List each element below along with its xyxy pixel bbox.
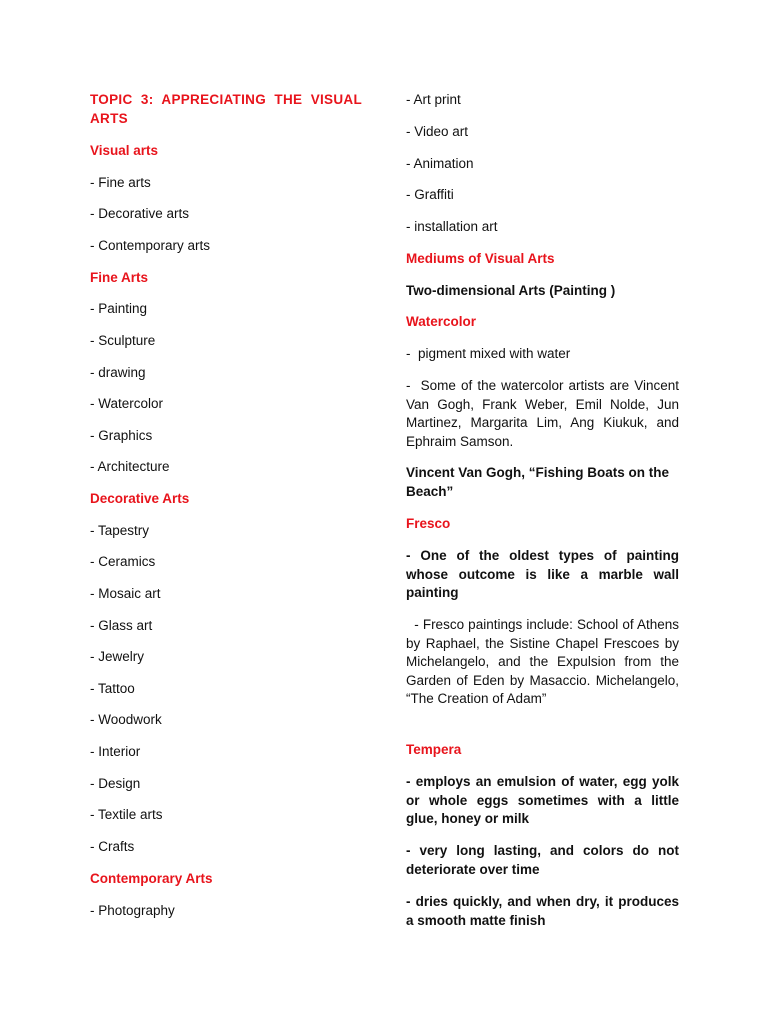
list-item: - Animation [406, 156, 474, 171]
list-item: - installation art [406, 219, 498, 234]
list-item: - Ceramics [90, 554, 156, 569]
tempera-point-1: - employs an emulsion of water, egg yolk or whole eggs sometimes with a little glue, honey or milk [406, 774, 679, 826]
list-item: - Fine arts [90, 175, 151, 190]
list-item: - Crafts [90, 839, 135, 854]
list-item: - Interior [90, 744, 141, 759]
watercolor-point-1: - pigment mixed with water [406, 346, 571, 361]
list-item: - Textile arts [90, 807, 163, 822]
fresco-point-2: - Fresco paintings include: School of Athens by Raphael, the Sistine Chapel Frescoes by Michelangelo, and the Expulsion from the Garden of Eden by Masaccio. Michelangelo, “The Creation of Adam” [406, 617, 683, 706]
tempera-point-2: - very long lasting, and colors do not deteriorate over time [406, 843, 679, 877]
watercolor-example: Vincent Van Gogh, “Fishing Boats on the Beach” [406, 465, 670, 499]
list-item: - Woodwork [90, 712, 162, 727]
fresco-point-1: - One of the oldest types of painting whose outcome is like a marble wall painting [406, 548, 679, 600]
list-item: - Design [90, 776, 141, 791]
section-heading-fine-arts: Fine Arts [90, 270, 149, 285]
list-item: - Architecture [90, 459, 170, 474]
section-heading-fresco: Fresco [406, 516, 451, 531]
list-item: - Tapestry [90, 523, 150, 538]
list-item: - drawing [90, 365, 146, 380]
list-item: - Sculpture [90, 333, 156, 348]
list-item: - Decorative arts [90, 206, 190, 221]
list-item: - Graffiti [406, 187, 454, 202]
section-heading-decorative-arts: Decorative Arts [90, 491, 190, 506]
tempera-point-3: - dries quickly, and when dry, it produces a smooth matte finish [406, 894, 679, 928]
section-heading-contemporary-arts: Contemporary Arts [90, 871, 213, 886]
section-heading-watercolor: Watercolor [406, 314, 477, 329]
list-item: - Painting [90, 301, 148, 316]
watercolor-point-2: - Some of the watercolor artists are Vincent Van Gogh, Frank Weber, Emil Nolde, Jun Martinez, Margarita Lim, Ang Kiukuk, and Ephraim Samson. [406, 378, 683, 449]
section-heading-tempera: Tempera [406, 742, 462, 757]
list-item: - Tattoo [90, 681, 135, 696]
section-heading-mediums: Mediums of Visual Arts [406, 251, 555, 266]
list-item: - Photography [90, 903, 175, 918]
list-item: - Art print [406, 92, 461, 107]
subheading-two-dimensional: Two-dimensional Arts (Painting ) [406, 283, 616, 298]
topic-title: TOPIC 3: APPRECIATING THE VISUAL ARTS [90, 92, 362, 126]
list-item: - Mosaic art [90, 586, 161, 601]
list-item: - Graphics [90, 428, 153, 443]
list-item: - Contemporary arts [90, 238, 211, 253]
list-item: - Video art [406, 124, 469, 139]
section-heading-visual-arts: Visual arts [90, 143, 159, 158]
list-item: - Watercolor [90, 396, 164, 411]
list-item: - Jewelry [90, 649, 145, 664]
list-item: - Glass art [90, 618, 153, 633]
